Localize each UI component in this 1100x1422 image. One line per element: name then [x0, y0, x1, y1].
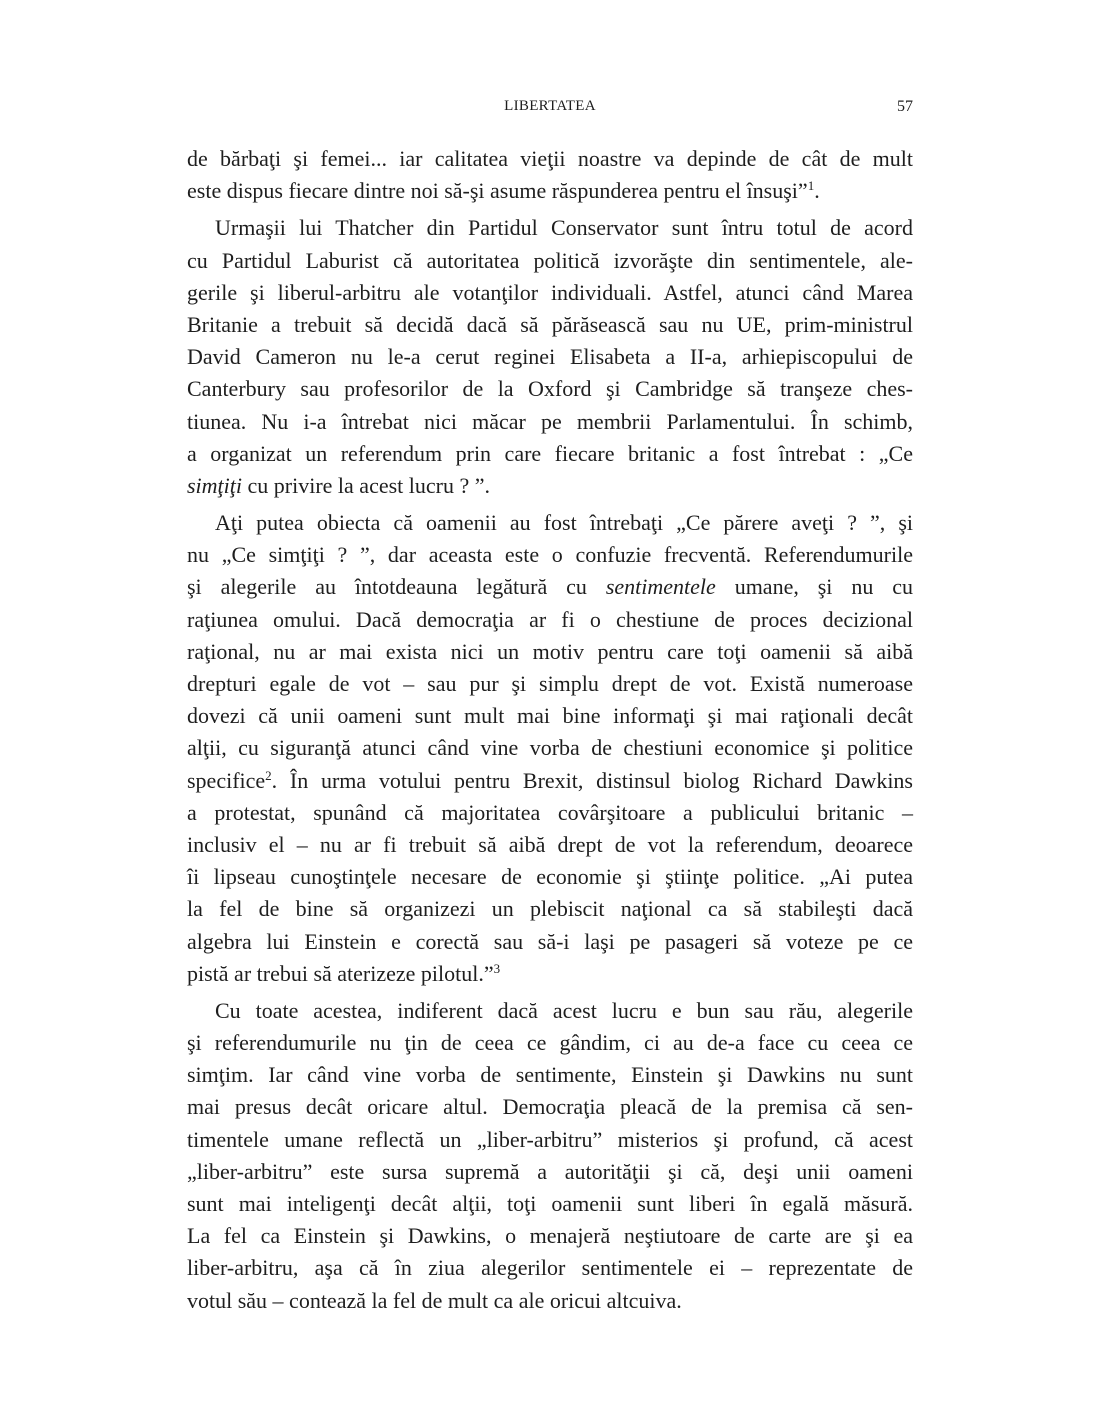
- text-line: Britanie a trebuit să decidă dacă să părăsească sau nu UE, prim-ministrul: [187, 311, 913, 337]
- text-segment: .: [814, 178, 820, 204]
- text-line: liber-arbitru, aşa că în ziua alegerilor sentimentele ei – reprezentate de: [187, 1255, 913, 1281]
- text-segment: . În urma votului pentru Brexit, distinsul biolog Richard Dawkins: [271, 767, 913, 793]
- running-head: [187, 98, 913, 122]
- text-line: Urmaşii lui Thatcher din Partidul Conservator sunt întru totul de acord: [215, 215, 913, 241]
- text-line: „liber-arbitru” este sursa supremă a autorităţii şi că, deşi unii oameni: [187, 1158, 913, 1184]
- text-line: inclusiv el – nu ar fi trebuit să aibă drept de vot la referendum, deoarece: [187, 831, 913, 857]
- text-line: a protestat, spunând că majoritatea covârşitoare a publicului britanic –: [187, 799, 913, 825]
- paragraph: [187, 995, 913, 1317]
- page-number: 57: [897, 98, 913, 115]
- text-line: David Cameron nu le-a cerut reginei Elisabeta a II-a, arhiepiscopului de: [187, 344, 913, 370]
- text-segment: cu privire la acest lucru ? ”.: [242, 472, 490, 498]
- text-line: [187, 571, 913, 603]
- footnote-marker[interactable]: 2: [265, 767, 272, 783]
- text-segment: umane, şi nu cu: [715, 574, 913, 600]
- text-line: timentele umane reflectă un „liber-arbitru” misterios şi profund, că acest: [187, 1126, 913, 1152]
- text-line: gerile şi liberul-arbitru ale votanţilor individuali. Astfel, atunci când Marea: [187, 279, 913, 305]
- text-line: mai presus decât oricare altul. Democraţia pleacă de la premisa că sen-: [187, 1094, 913, 1120]
- text-line: tiunea. Nu i-a întrebat nici măcar pe membrii Parlamentului. În schimb,: [187, 408, 913, 434]
- chapter-title: LIBERTATEA: [504, 98, 596, 114]
- text-line: de bărbaţi şi femei... iar calitatea vieţii noastre va depinde de cât de mult: [187, 146, 913, 171]
- text-line: [187, 470, 913, 502]
- text-segment: şi alegerile au întotdeauna legătură cu: [187, 574, 606, 600]
- text-line: [187, 175, 913, 207]
- text-line: drepturi egale de vot – sau pur şi simplu drept de vot. Există numeroase: [187, 671, 913, 696]
- paragraph: [187, 143, 913, 207]
- text-segment: pistă ar trebui să aterizeze pilotul.”: [187, 960, 494, 986]
- text-segment: specifice: [187, 767, 266, 793]
- text-line: [187, 958, 913, 990]
- text-line: alţii, cu siguranţă atunci când vine vorba de chestiuni economice şi politice: [187, 735, 913, 761]
- body-text: [187, 143, 913, 1322]
- text-line: sunt mai inteligenţi decât alţii, toţi oamenii sunt liberi în egală măsură.: [187, 1191, 913, 1216]
- text-line: algebra lui Einstein e corectă sau să-i laşi pe pasageri să voteze pe ce: [187, 928, 913, 954]
- footnote-marker[interactable]: 3: [493, 960, 501, 976]
- text-line: La fel ca Einstein şi Dawkins, o menajeră neştiutoare de carte are şi ea: [187, 1223, 913, 1249]
- text-line: nu „Ce simţiţi ? ”, dar aceasta este o confuzie frecventă. Referendumurile: [187, 542, 913, 568]
- text-line: îi lipseau cunoştinţele necesare de economie şi ştiinţe politice. „Ai putea: [187, 864, 913, 890]
- text-line: cu Partidul Laburist că autoritatea politică izvorăşte din sentimentele, ale-: [187, 247, 913, 273]
- text-line: la fel de bine să organizezi un plebiscit naţional ca să stabileşti dacă: [187, 896, 913, 922]
- text-line: Canterbury sau profesorilor de la Oxford şi Cambridge să tranşeze ches-: [187, 376, 913, 402]
- text-line: raţional, nu ar mai exista nici un motiv pentru care toţi oamenii să aibă: [187, 638, 913, 664]
- text-line: votul său – contează la fel de mult ca ale oricui altcuiva.: [187, 1287, 682, 1313]
- text-line: şi referendumurile nu ţin de ceea ce gândim, ci au de-a face cu ceea ce: [187, 1030, 913, 1056]
- text-line: a organizat un referendum prin care fiecare britanic a fost întrebat : „Ce: [187, 440, 913, 466]
- paragraph: [187, 212, 913, 502]
- text-line: Cu toate acestea, indiferent dacă acest lucru e bun sau rău, alegerile: [215, 997, 913, 1023]
- text-line: [187, 765, 913, 797]
- emphasis-text: sentimentele: [605, 574, 716, 600]
- text-line: simţim. Iar când vine vorba de sentimente, Einstein şi Dawkins nu sunt: [187, 1062, 913, 1088]
- text-line: raţiunea omului. Dacă democraţia ar fi o chestiune de proces decizional: [187, 606, 913, 632]
- footnote-marker[interactable]: 1: [807, 178, 815, 194]
- text-line: Aţi putea obiecta că oamenii au fost întrebaţi „Ce părere aveţi ? ”, şi: [215, 510, 913, 536]
- paragraph: [187, 507, 913, 990]
- text-line: dovezi că unii oameni sunt mult mai bine informaţi şi mai raţionali decât: [187, 703, 913, 729]
- text-segment: este dispus fiecare dintre noi să-şi asume răspunderea pentru el însuşi”: [187, 178, 808, 204]
- emphasis-text: simţiţi: [187, 472, 243, 498]
